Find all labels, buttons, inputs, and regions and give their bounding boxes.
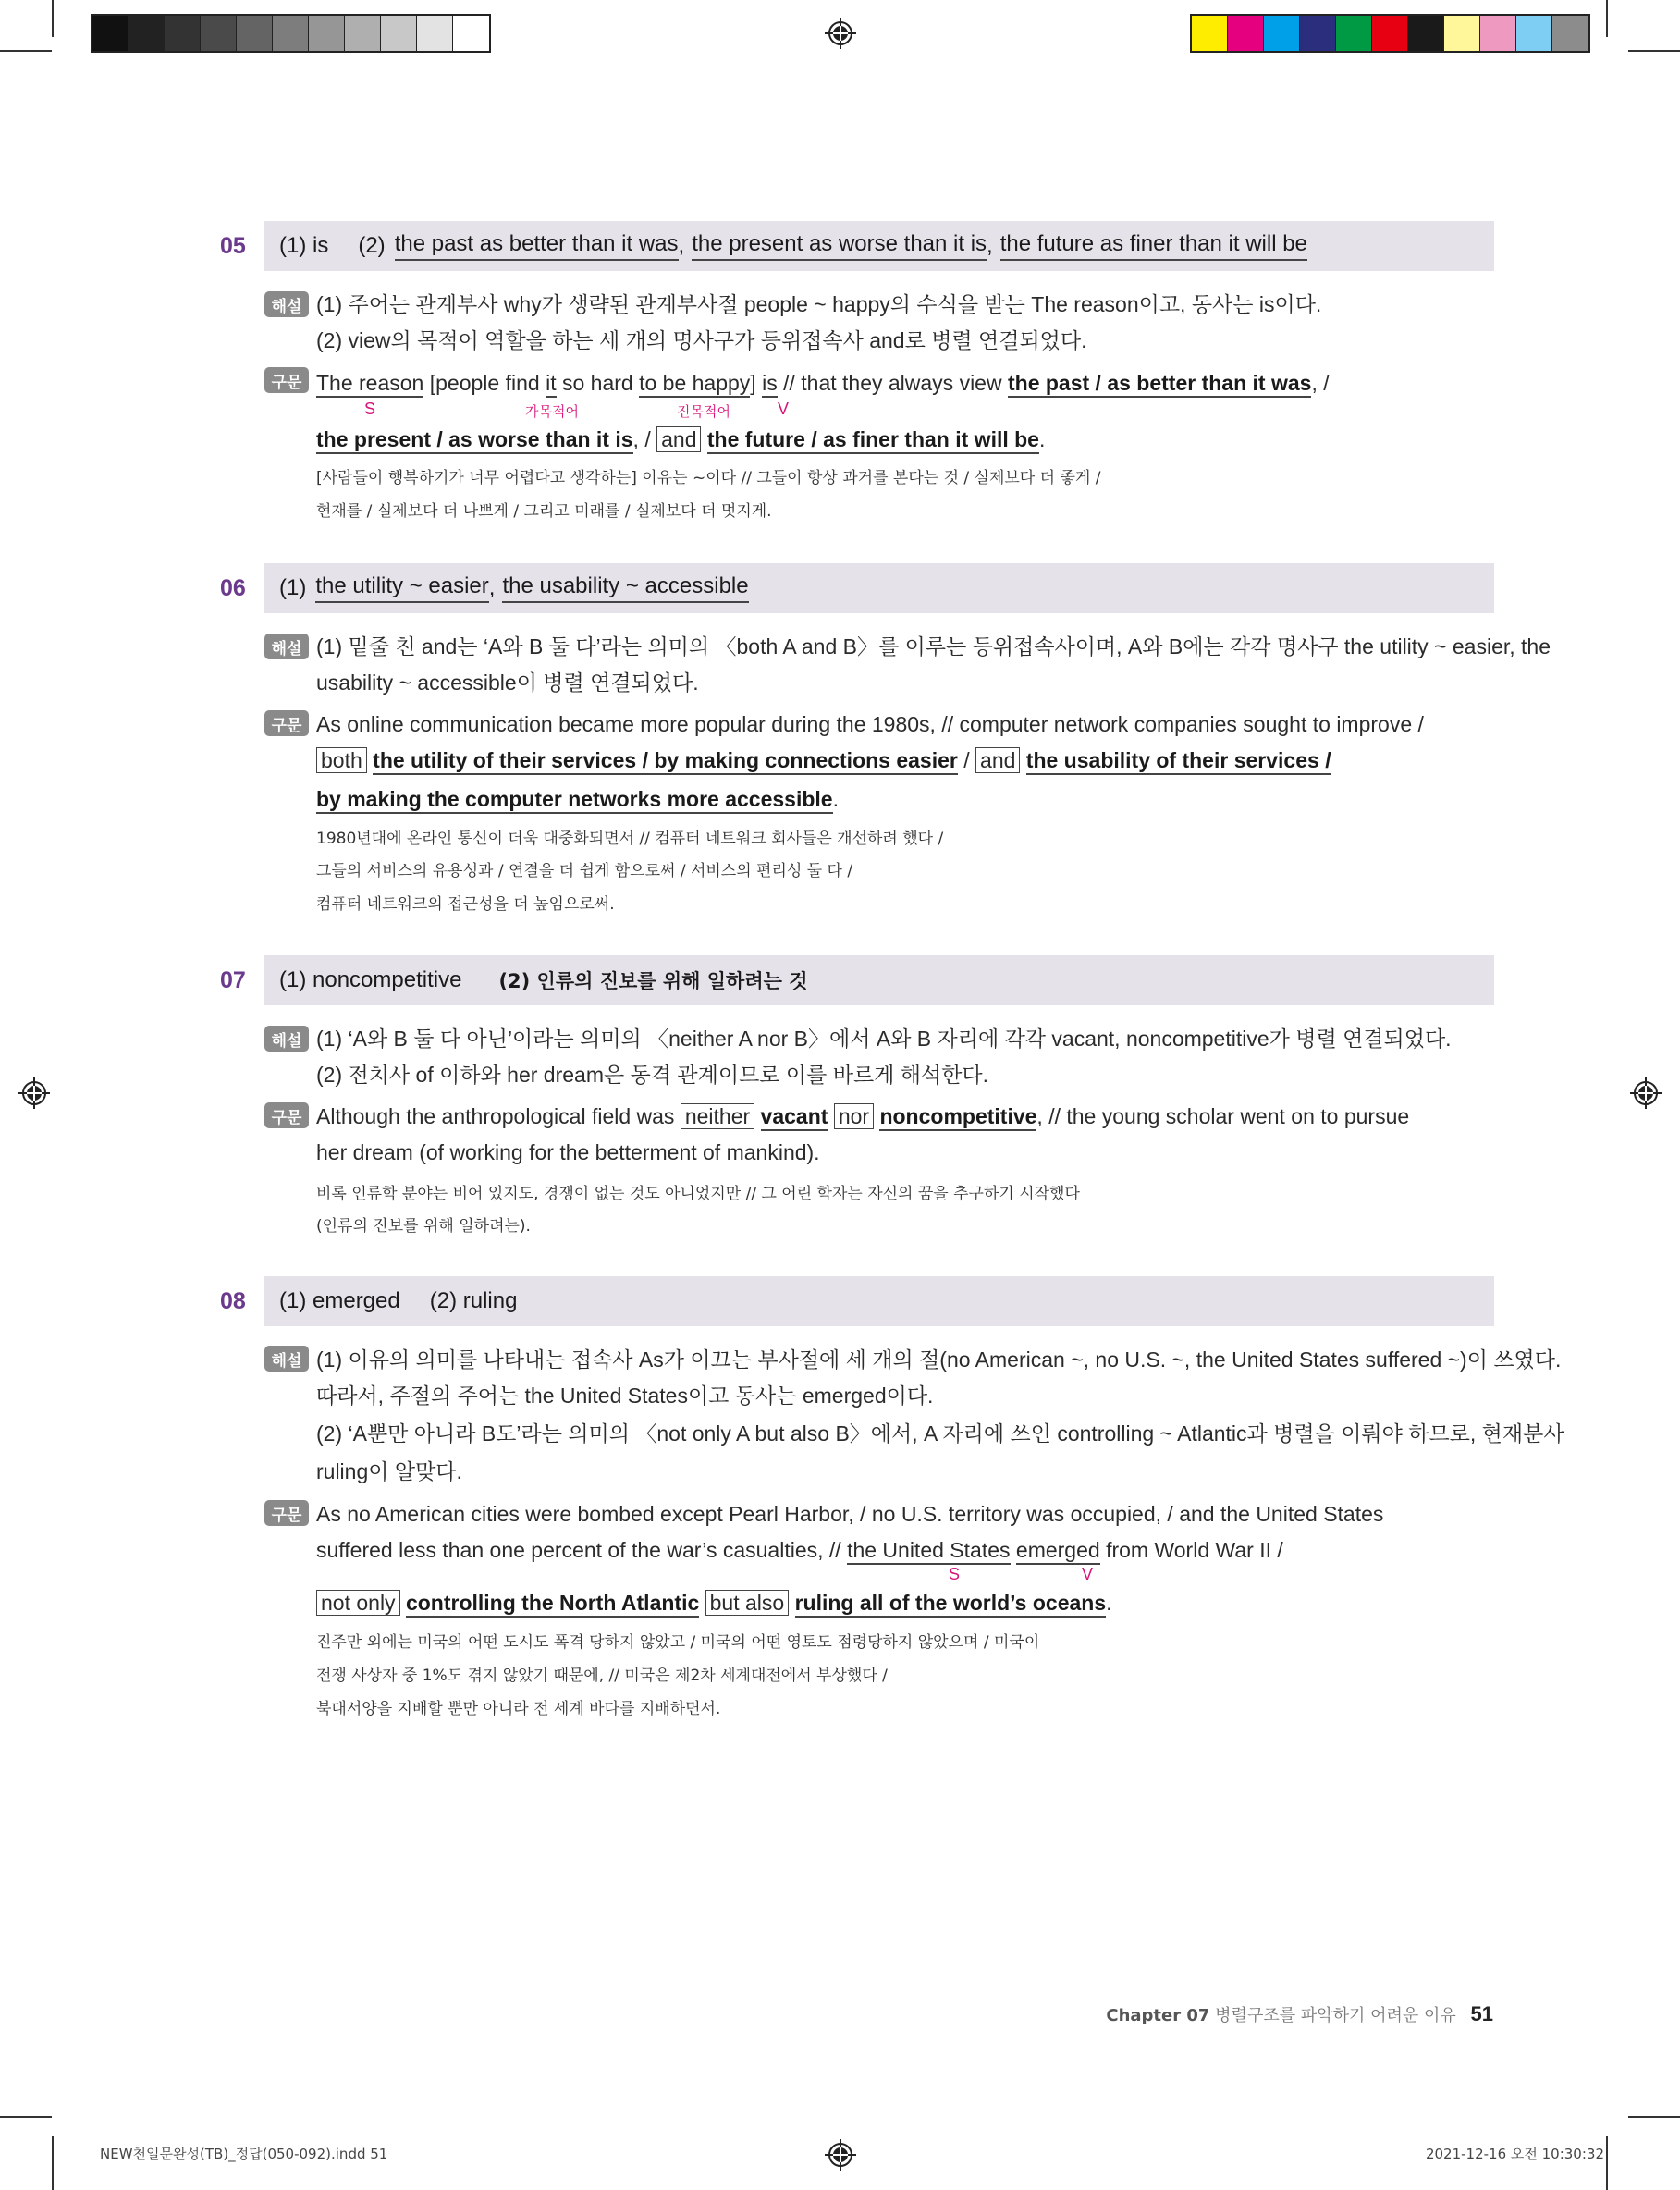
sentence-line [316, 1102, 1495, 1130]
translation-line: (인류의 진보를 위해 일하려는). [316, 1217, 531, 1236]
color-swatch [309, 16, 345, 51]
registration-mark-icon [18, 1077, 50, 1109]
parallel-phrase: the future / as finer than it will be [707, 427, 1039, 454]
answer-part-2-lead: (2) [358, 233, 386, 258]
crop-mark [0, 50, 52, 52]
translation-line: 현재를 / 실제보다 더 나쁘게 / 그리고 미래를 / 실제보다 더 멋지게. [316, 502, 772, 521]
chapter-footer [1106, 2002, 1493, 2026]
question-number: 08 [220, 1288, 246, 1314]
color-swatch [1408, 16, 1444, 51]
answer-band: (1) the utility ~ easier , the usability ~ accessible [264, 563, 1494, 613]
text-run: . [1106, 1591, 1112, 1615]
explanation-line: ruling이 알맞다. [316, 1459, 462, 1483]
label-subject: S [364, 400, 376, 418]
color-swatch [201, 16, 237, 51]
sentence-line [316, 785, 1495, 813]
answer-part-1: (1) noncompetitive [279, 967, 462, 992]
crop-mark [1628, 50, 1680, 52]
color-bar [1190, 14, 1590, 53]
color-swatch [1336, 16, 1372, 51]
page-number: 51 [1470, 2002, 1493, 2025]
text-run: ] [750, 371, 763, 395]
translation-line: [사람들이 행복하기가 너무 어렵다고 생각하는] 이유는 ~이다 // 그들이 항상 과거를 본다는 것 / 실제보다 더 좋게 / [316, 469, 1101, 487]
verb: is [762, 371, 778, 398]
parallel-phrase: controlling the North Atlantic [406, 1591, 699, 1618]
color-swatch [345, 16, 381, 51]
slug-filename: NEW천일문완성(TB)_정답(050-092).indd 51 [100, 2146, 388, 2162]
translation-line: 비록 인류학 분야는 비어 있지도, 경쟁이 없는 것도 아니었지만 // 그 어린 학자는 자신의 꿈을 추구하기 시작했다 [316, 1185, 1080, 1203]
answer-band: (1) is (2) the past as better than it was , the present as worse than it is , the future as finer than it will be [264, 221, 1494, 271]
correlative-box: not only [316, 1590, 400, 1616]
crop-mark [1606, 0, 1608, 37]
translation-line: 1980년대에 온라인 통신이 더욱 대중화되면서 // 컴퓨터 네트워크 회사들은 개선하려 했다 / [316, 830, 944, 848]
parallel-phrase: the past / as better than it was [1008, 371, 1311, 398]
chapter-title: 병렬구조를 파악하기 어려운 이유 [1215, 2006, 1456, 2025]
correlative-box: nor [834, 1103, 874, 1129]
color-swatch [1192, 16, 1228, 51]
color-swatch [237, 16, 273, 51]
color-swatch [129, 16, 165, 51]
correlative-box: and [975, 747, 1020, 773]
parallel-phrase: the utility of their services / by making connections easier [373, 748, 958, 775]
parallel-phrase: by making the computer networks more accessible [316, 787, 833, 814]
color-swatch [381, 16, 417, 51]
color-swatch [1516, 16, 1552, 51]
question-number: 07 [220, 967, 246, 993]
dummy-object: it [546, 371, 557, 398]
label-verb: V [1082, 1565, 1094, 1583]
answer-part-1-lead: (1) [279, 575, 307, 600]
correlative-box: both [316, 747, 367, 773]
text-run: from World War II / [1099, 1538, 1283, 1562]
registration-mark-icon [1630, 1077, 1662, 1109]
explanation-line: usability ~ accessible이 병렬 연결되었다. [316, 671, 699, 695]
real-object: to be happy [639, 371, 750, 398]
color-swatch [1372, 16, 1408, 51]
color-swatch [273, 16, 309, 51]
explanation-line: (2) view의 목적어 역할을 하는 세 개의 명사구가 등위접속사 and로 병렬 연결되었다. [316, 328, 1087, 352]
grayscale-bar [91, 14, 491, 53]
parallel-phrase: the present / as worse than it is [316, 427, 633, 454]
answer-phrase: the present as worse than it is [692, 231, 987, 261]
registration-mark-icon [825, 18, 856, 49]
answer-part-2: (2) ruling [429, 1288, 518, 1313]
question-number: 05 [220, 233, 246, 259]
answer-band [264, 955, 1494, 1005]
text-run: , / [1311, 371, 1330, 395]
correlative-box: neither [681, 1103, 754, 1129]
color-swatch [453, 16, 489, 51]
gumun-tag: 구문 [264, 710, 309, 736]
translation-line: 진주만 외에는 미국의 어떤 도시도 폭격 당하지 않았고 / 미국의 어떤 영토도 점령당하지 않았으며 / 미국이 [316, 1633, 1040, 1652]
crop-mark [1628, 2116, 1680, 2118]
answer-part-2: (2) 인류의 진보를 위해 일하려는 것 [498, 970, 808, 992]
crop-mark [52, 2136, 54, 2190]
color-swatch [1552, 16, 1588, 51]
label-subject: S [949, 1565, 961, 1583]
crop-mark [1606, 2136, 1608, 2190]
answer-phrase: the past as better than it was [395, 231, 679, 261]
sentence-line [316, 1589, 1495, 1617]
text-run: . [832, 787, 839, 811]
translation-line: 전쟁 사상자 중 1%도 겪지 않았기 때문에, // 미국은 제2차 세계대전에서 부상했다 / [316, 1667, 888, 1685]
parallel-phrase: the usability of their services / [1026, 748, 1331, 775]
question-number: 06 [220, 575, 246, 601]
registration-mark-icon [825, 2139, 856, 2171]
color-swatch [1480, 16, 1516, 51]
label-real-object: 진목적어 [677, 403, 730, 420]
color-swatch [92, 16, 129, 51]
subject-phrase: the United States [847, 1538, 1010, 1565]
gumun-tag: 구문 [264, 367, 309, 393]
haeseol-tag: 해설 [264, 634, 309, 659]
explanation-line: (2) ‘A뿐만 아니라 B도’라는 의미의 〈not only A but also B〉에서, A 자리에 쓰인 controlling ~ Atlantic과 병렬을 이뤄야 하므로, 현재분사 [316, 1421, 1564, 1446]
slug-timestamp: 2021-12-16 오전 10:30:32 [1425, 2146, 1604, 2162]
text-run: . [1038, 427, 1046, 451]
sentence-line: her dream (of working for the betterment of mankind). [316, 1140, 820, 1164]
answer-phrase: the usability ~ accessible [502, 573, 748, 603]
sentence-line: As no American cities were bombed except Pearl Harbor, / no U.S. territory was occupied, / and the United States [316, 1502, 1384, 1526]
sentence-line [316, 369, 1495, 397]
text-run: / [957, 748, 976, 772]
explanation-line: 따라서, 주절의 주어는 the United States이고 동사는 emerged이다. [316, 1384, 934, 1408]
sentence-line [316, 1536, 1495, 1564]
explanation-line: (1) 밑줄 친 and는 ‘A와 B 둘 다’라는 의미의 〈both A and B〉를 이루는 등위접속사이며, A와 B에는 각각 명사구 the utility ~ easier, the [316, 634, 1551, 658]
translation-line: 북대서양을 지배할 뿐만 아니라 전 세계 바다를 지배하면서. [316, 1700, 721, 1718]
sentence-line: As online communication became more popular during the 1980s, // computer network companies sought to improve / [316, 712, 1424, 736]
answer-part-1: (1) is [279, 233, 329, 258]
text-run: Although the anthropological field was [316, 1104, 681, 1128]
verb: emerged [1016, 1538, 1100, 1565]
conjunction-box: and [656, 426, 701, 452]
explanation-line: (1) ‘A와 B 둘 다 아닌’이라는 의미의 〈neither A nor B〉에서 A와 B 자리에 각각 vacant, noncompetitive가 병렬 연결되었다. [316, 1027, 1452, 1051]
text-run: [people find [423, 371, 546, 395]
haeseol-tag: 해설 [264, 291, 309, 317]
answer-phrase: the utility ~ easier [315, 573, 488, 603]
explanation-line: (1) 주어는 관계부사 why가 생략된 관계부사절 people ~ happy의 수식을 받는 The reason이고, 동사는 is이다. [316, 292, 1322, 316]
explanation-line: (1) 이유의 의미를 나타내는 접속사 As가 이끄는 부사절에 세 개의 절(no American ~, no U.S. ~, the United States suffered ~)이 쓰였다. [316, 1347, 1562, 1372]
crop-mark [52, 0, 54, 37]
sentence-line [316, 746, 1495, 774]
explanation-line: (2) 전치사 of 이하와 her dream은 동격 관계이므로 이를 바르게 해석한다. [316, 1063, 989, 1087]
color-swatch [417, 16, 453, 51]
parallel-phrase: ruling all of the world’s oceans [795, 1591, 1107, 1618]
subject-phrase: The reason [316, 371, 423, 398]
haeseol-tag: 해설 [264, 1026, 309, 1052]
text-run: // that they always view [777, 371, 1008, 395]
translation-line: 그들의 서비스의 유용성과 / 연결을 더 쉽게 함으로써 / 서비스의 편리성 둘 다 / [316, 862, 853, 880]
color-swatch [1264, 16, 1300, 51]
color-swatch [1228, 16, 1264, 51]
label-dummy-object: 가목적어 [525, 403, 579, 420]
chapter-number: Chapter 07 [1106, 2006, 1210, 2025]
crop-mark [0, 2116, 52, 2118]
color-swatch [1444, 16, 1480, 51]
color-swatch [1300, 16, 1336, 51]
haeseol-tag: 해설 [264, 1346, 309, 1372]
parallel-word: noncompetitive [879, 1104, 1036, 1131]
answer-band [264, 1276, 1494, 1326]
sentence-line [316, 425, 1495, 453]
text-run: suffered less than one percent of the war’s casualties, // [316, 1538, 848, 1562]
answer-phrase: the future as finer than it will be [1000, 231, 1307, 261]
label-verb: V [778, 400, 790, 418]
text-run: so hard [556, 371, 640, 395]
text-run [1011, 1538, 1016, 1562]
text-run: , / [632, 427, 657, 451]
translation-line: 컴퓨터 네트워크의 접근성을 더 높임으로써. [316, 895, 615, 914]
text-run: , // the young scholar went on to pursue [1036, 1104, 1410, 1128]
gumun-tag: 구문 [264, 1500, 309, 1526]
answer-part-1: (1) emerged [279, 1288, 400, 1313]
correlative-box: but also [705, 1590, 790, 1616]
parallel-word: vacant [761, 1104, 828, 1131]
gumun-tag: 구문 [264, 1102, 309, 1128]
color-swatch [165, 16, 201, 51]
